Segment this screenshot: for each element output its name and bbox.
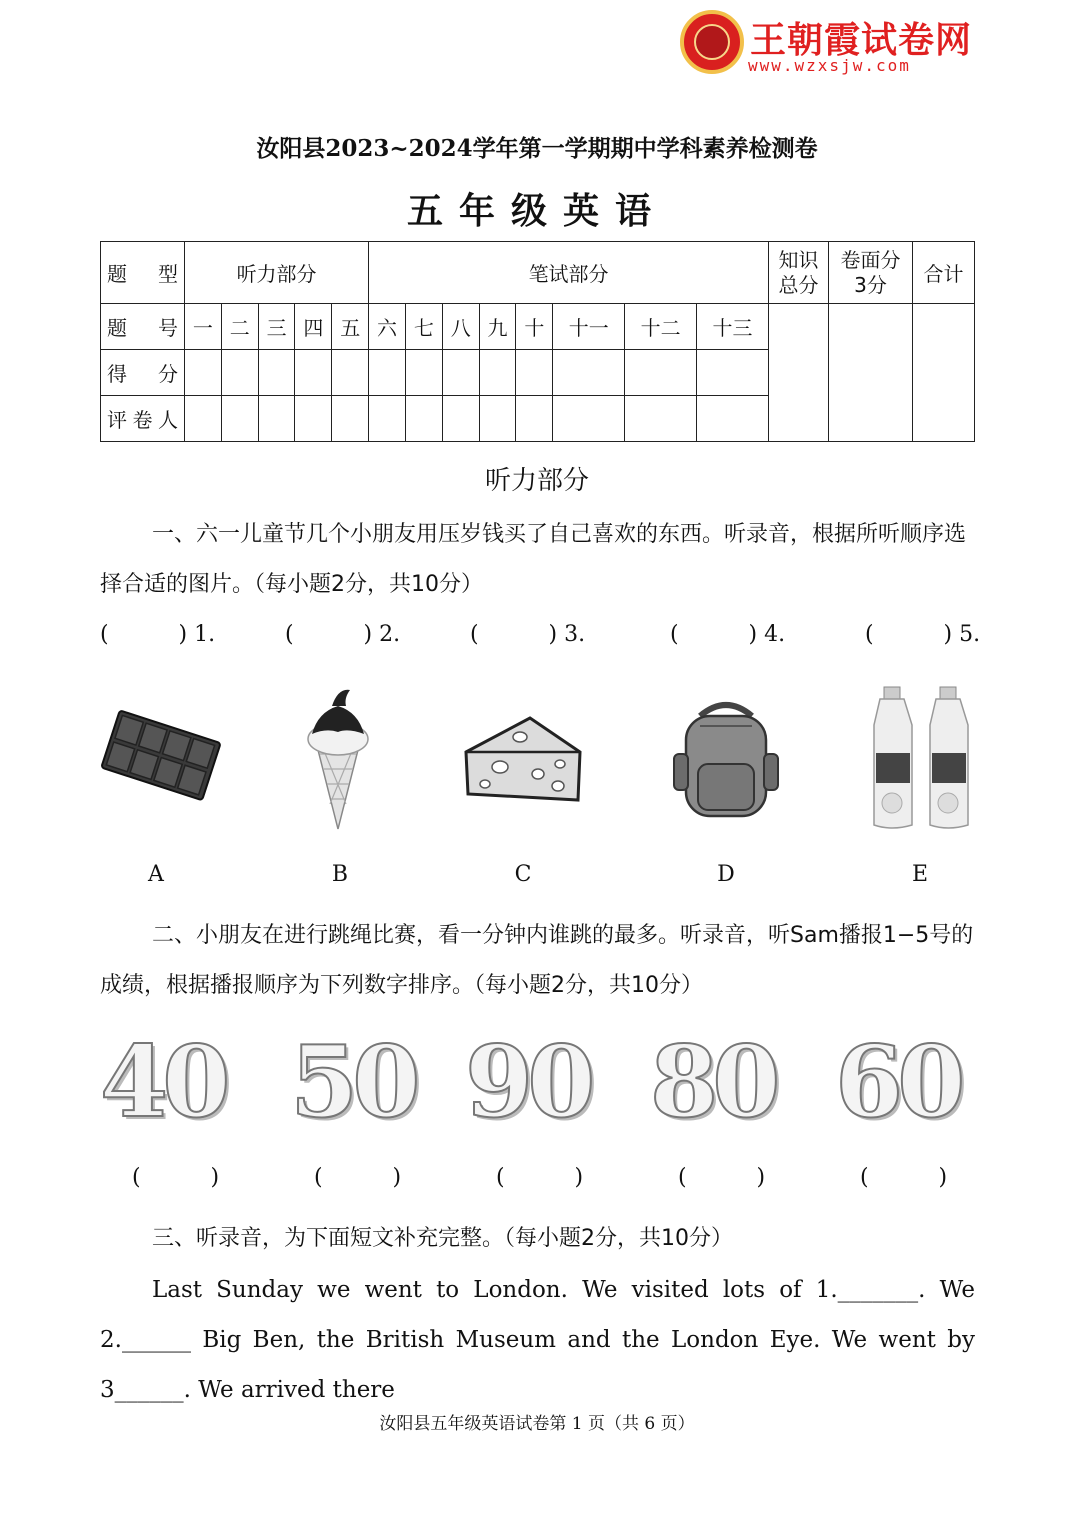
option-letter: D [717, 862, 735, 887]
grader-cell [479, 396, 516, 442]
option-letter: E [911, 862, 929, 887]
written-header: 笔试部分 [369, 242, 769, 304]
grader-cell [697, 396, 769, 442]
answer-blank[interactable]: ( ) 4. [670, 622, 786, 647]
score-cell [258, 350, 295, 396]
score-number: 80 [650, 1025, 775, 1140]
answer-blank[interactable]: ( ) 5. [865, 622, 981, 647]
question-number: 三 [258, 304, 295, 350]
answer-blank[interactable]: ( ) [314, 1165, 402, 1190]
grader-cell [405, 396, 442, 442]
score-cell [221, 350, 258, 396]
question-number: 十二 [625, 304, 697, 350]
score-number: 60 [835, 1025, 960, 1140]
logo-seal-icon [680, 10, 744, 74]
knowledge-total-header: 知识 总分 [769, 242, 829, 304]
score-cell [295, 350, 332, 396]
score-cell [332, 350, 369, 396]
score-number: 40 [100, 1025, 225, 1140]
section-title: 听力部分 [484, 466, 589, 496]
score-number: 90 [465, 1025, 590, 1140]
answer-blank[interactable]: ( ) 1. [100, 622, 216, 647]
q2-instruction: 二、小朋友在进行跳绳比赛，看一分钟内谁跳的最多。听录音，听Sam播报1−5号的成绩，根据播报顺序为下列数字排序。（每小题2分，共10分） [100, 923, 974, 998]
question-number: 八 [442, 304, 479, 350]
subject-title: 五年级英语 [406, 190, 667, 232]
grader-cell [442, 396, 479, 442]
score-cell [479, 350, 516, 396]
question-number: 六 [369, 304, 406, 350]
backpack-icon [670, 698, 782, 820]
score-cell [697, 350, 769, 396]
neatness-header: 卷面分 3分 [829, 242, 913, 304]
q1-instruction: 一、六一儿童节几个小朋友用压岁钱买了自己喜欢的东西。听录音，根据所听顺序选择合适的图片。（每小题2分，共10分） [100, 522, 967, 597]
question-number: 九 [479, 304, 516, 350]
logo-url: www.wzxsjw.com [748, 56, 911, 75]
score-cell [442, 350, 479, 396]
grader-cell [553, 396, 625, 442]
grader-cell [369, 396, 406, 442]
grader-cell [332, 396, 369, 442]
score-numbers [100, 1025, 975, 1140]
score-cell [625, 350, 697, 396]
option-letter: C [514, 862, 532, 887]
answer-blank[interactable]: ( ) 3. [470, 622, 586, 647]
score-table [100, 241, 975, 442]
grader-cell [185, 396, 222, 442]
question-number: 七 [405, 304, 442, 350]
question-number: 一 [185, 304, 222, 350]
neatness-cell [829, 304, 913, 442]
question-number: 十 [516, 304, 553, 350]
knowledge-total-cell [769, 304, 829, 442]
logo-name: 王朝霞试卷网 [750, 20, 973, 61]
ice-cream-icon [298, 684, 378, 832]
answer-blank[interactable]: ( ) [496, 1165, 584, 1190]
listening-header: 听力部分 [185, 242, 369, 304]
score-label: 得 分 [101, 350, 185, 396]
score-cell [405, 350, 442, 396]
grader-cell [295, 396, 332, 442]
grader-cell [258, 396, 295, 442]
answer-blank[interactable]: ( ) [678, 1165, 766, 1190]
total-cell [913, 304, 975, 442]
exam-title: 汝阳县2023~2024学年第一学期期中学科素养检测卷 [256, 135, 818, 162]
type-label: 题 型 [101, 242, 185, 304]
score-number: 50 [290, 1025, 415, 1140]
question-number: 十三 [697, 304, 769, 350]
score-cell [553, 350, 625, 396]
grader-cell [625, 396, 697, 442]
question-number: 二 [221, 304, 258, 350]
score-cell [185, 350, 222, 396]
answer-blank[interactable]: ( ) [860, 1165, 948, 1190]
grader-cell [221, 396, 258, 442]
juice-bottles-icon [870, 685, 974, 833]
q3-passage: Last Sunday we went to London. We visited lots of 1._______. We 2.______ Big Ben, the British Museum and the London Eye. We went by 3______. We arrived there [100, 1277, 975, 1403]
chocolate-bar-icon [100, 700, 222, 810]
site-logo [680, 10, 1000, 76]
number-label: 题 号 [101, 304, 185, 350]
grader-cell [516, 396, 553, 442]
grader-label: 评卷人 [101, 396, 185, 442]
cheese-icon [460, 712, 586, 807]
answer-blank[interactable]: ( ) 2. [285, 622, 401, 647]
question-number: 四 [295, 304, 332, 350]
score-cell [369, 350, 406, 396]
total-header: 合计 [913, 242, 975, 304]
q3-instruction: 三、听录音，为下面短文补充完整。（每小题2分，共10分） [152, 1226, 733, 1251]
page-footer: 汝阳县五年级英语试卷第 1 页（共 6 页） [379, 1414, 695, 1434]
option-letter: B [331, 862, 349, 887]
question-number: 十一 [553, 304, 625, 350]
option-letter: A [148, 862, 164, 887]
score-cell [516, 350, 553, 396]
answer-blank[interactable]: ( ) [132, 1165, 220, 1190]
question-number: 五 [332, 304, 369, 350]
